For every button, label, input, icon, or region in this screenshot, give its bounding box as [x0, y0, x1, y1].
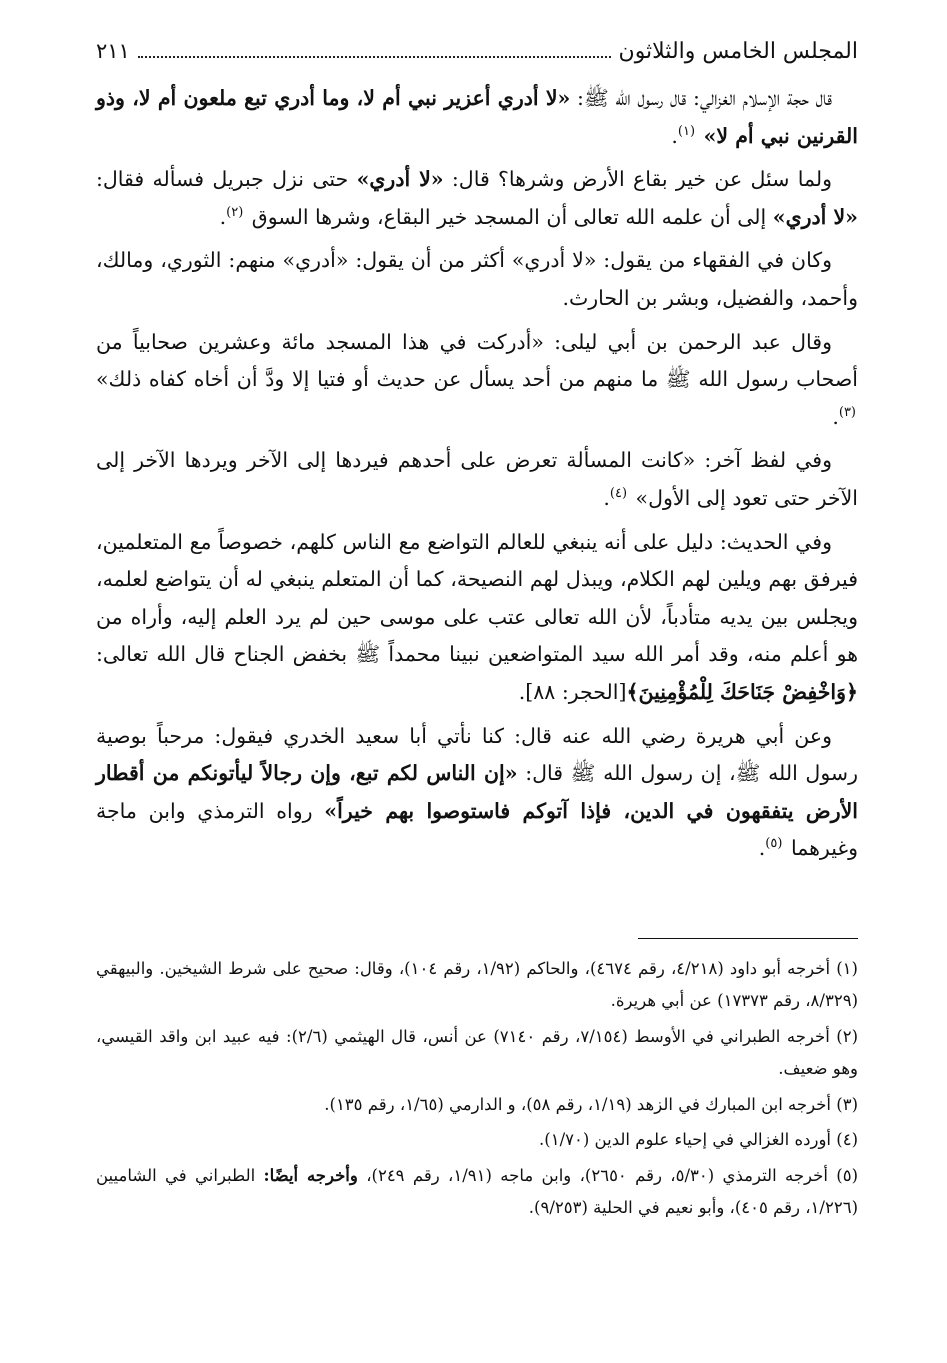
footnote-ref-5: (٥) — [765, 836, 783, 852]
paragraph-4-lead: وقال عبد الرحمن بن أبي ليلى: — [543, 329, 832, 354]
footnote-separator — [638, 938, 858, 939]
main-text — [96, 80, 858, 868]
paragraph-7 — [96, 718, 858, 868]
quote-la-adri-2: «لا أدري» — [772, 204, 858, 229]
paragraph-2-tail: إلى أن علمه الله تعالى أن المسجد خير البقاع، وشرها السوق — [251, 204, 773, 229]
paragraph-2-lead: ولما سئل عن خير بقاع الأرض وشرها؟ قال: — [443, 167, 832, 192]
page-number: ٢١١ — [96, 39, 130, 63]
paragraph-2-mid: حتى نزل جبريل فسأله فقال: — [96, 167, 357, 192]
footnote-5-tail: الطبراني في الشاميين (١/٢٢٦، رقم ٤٠٥)، وأبو نعيم في الحلية (٩/٢٥٣). — [96, 1165, 858, 1218]
footnote-2: (٢) أخرجه الطبراني في الأوسط (٧/١٥٤، رقم ٧١٤٠) عن أنس، قال الهيثمي (٢/٦): فيه عبيد ابن واقد القيسي، وهو ضعيف. — [96, 1026, 858, 1079]
paragraph-5 — [96, 442, 858, 517]
hadith-quote-1: «لا أدري أعزير نبي أم لا، وما أدري تبع ملعون أم لا، وذو القرنين نبي أم لا» — [96, 86, 858, 148]
paragraph-5-text: وفي لفظ آخر: «كانت المسألة تعرض على أحدهم فيردها إلى الآخر ويردها الآخر إلى الآخر حتى تعود إلى الأول» — [96, 448, 858, 510]
hadith-quote-2: «إن الناس لكم تبع، وإن رجالاً ليأتونكم من أقطار الأرض يتفقهون في الدين، فإذا آتوكم فاستوصوا بهم خيراً» — [96, 761, 858, 823]
paragraph-1 — [96, 80, 858, 155]
footnotes — [96, 953, 858, 1225]
footnote-1: (١) أخرجه أبو داود (٤/٢١٨، رقم ٤٦٧٤)، والحاكم (١/٩٢، رقم ١٠٤)، وقال: صحيح على شرط الشيخين. والبيهقي (٨/٣٢٩، رقم ١٧٣٧٣) عن أبي هريرة. — [96, 958, 858, 1011]
paragraph-6-end: . — [518, 679, 526, 704]
footnote-ref-1: (١) — [677, 123, 696, 139]
footnote-5-main: (٥) أخرجه الترمذي (٥/٣٠، رقم ٢٦٥٠)، وابن ماجه (١/٩١، رقم ٢٤٩)، — [357, 1165, 859, 1185]
quran-verse: ﴿وَاخْفِضْ جَنَاحَكَ لِلْمُؤْمِنِينَ﴾ — [626, 679, 858, 704]
book-page — [96, 28, 858, 1338]
paragraph-5-end: . — [603, 485, 610, 510]
footnote-5-bold: وأخرجه أيضًا: — [263, 1165, 358, 1185]
chapter-title: المجلس الخامس والثلاثون — [618, 39, 858, 64]
footnote-4: (٤) أورده الغزالي في إحياء علوم الدين (١/٧٠). — [539, 1130, 858, 1150]
paragraph-4-end: . — [832, 404, 839, 429]
footnote-ref-4: (٤) — [609, 486, 628, 502]
paragraph-2 — [96, 161, 858, 236]
verse-reference: [الحجر: ٨٨] — [525, 679, 627, 704]
footnote-ref-3: (٣) — [838, 404, 856, 420]
footnote-5 — [96, 1160, 858, 1225]
paragraph-4-quote: «أدركت في هذا المسجد مائة وعشرين صحابياً من أصحاب رسول الله ﷺ ما منهم من أحد يسأل عن حديث أو فتيا إلا ودَّ أن أخاه كفاه ذلك» — [96, 329, 858, 392]
footnote-ref-2: (٢) — [226, 204, 244, 220]
paragraph-7-tail: رواه الترمذي وابن ماجة وغيرهما — [96, 798, 858, 861]
paragraph-6 — [96, 524, 858, 712]
paragraph-6-text: وفي الحديث: دليل على أنه ينبغي للعالم التواضع مع الناس كلهم، خصوصاً مع المتعلمين، فيرفق بهم ويلين لهم الكلام، ويبذل لهم النصيحة، كما أن المتعلم ينبغي له أن يتواضع لعلمه، ويجلس بين يديه متأدباً، لأن الله تعالى عتب على موسى حين لم يرد العلم إليه، وأراه من هو أعلم منه، وقد أمر الله سيد المتواضعين نبينا محمداً ﷺ بخفض الجناح قال الله تعالى: — [96, 529, 858, 667]
paragraph-7-lead: وعن أبي هريرة رضي الله عنه قال: كنا نأتي أبا سعيد الخدري فيقول: مرحباً بوصية رسول الله ﷺ، إن رسول الله ﷺ قال: — [96, 723, 858, 786]
quote-la-adri-1: «لا أدري» — [356, 167, 444, 192]
paragraph-1-lead: قال حجة الإسلام الغزالي: قال رسول الله ﷺ: — [570, 86, 832, 110]
paragraph-4 — [96, 324, 858, 437]
paragraph-7-end: . — [758, 836, 766, 861]
running-header — [96, 28, 858, 74]
header-dotted-leader — [138, 56, 611, 58]
paragraph-3: وكان في الفقهاء من يقول: «لا أدري» أكثر من أن يقول: «أدري» منهم: الثوري، ومالك، وأحمد، والفضيل، وبشر بن الحارث. — [96, 248, 858, 310]
paragraph-2-end: . — [219, 204, 227, 229]
footnote-3: (٣) أخرجه ابن المبارك في الزهد (١/١٩، رقم ٥٨)، و الدارمي (١/٦٥، رقم ١٣٥). — [324, 1094, 858, 1114]
paragraph-1-end: . — [671, 123, 678, 148]
